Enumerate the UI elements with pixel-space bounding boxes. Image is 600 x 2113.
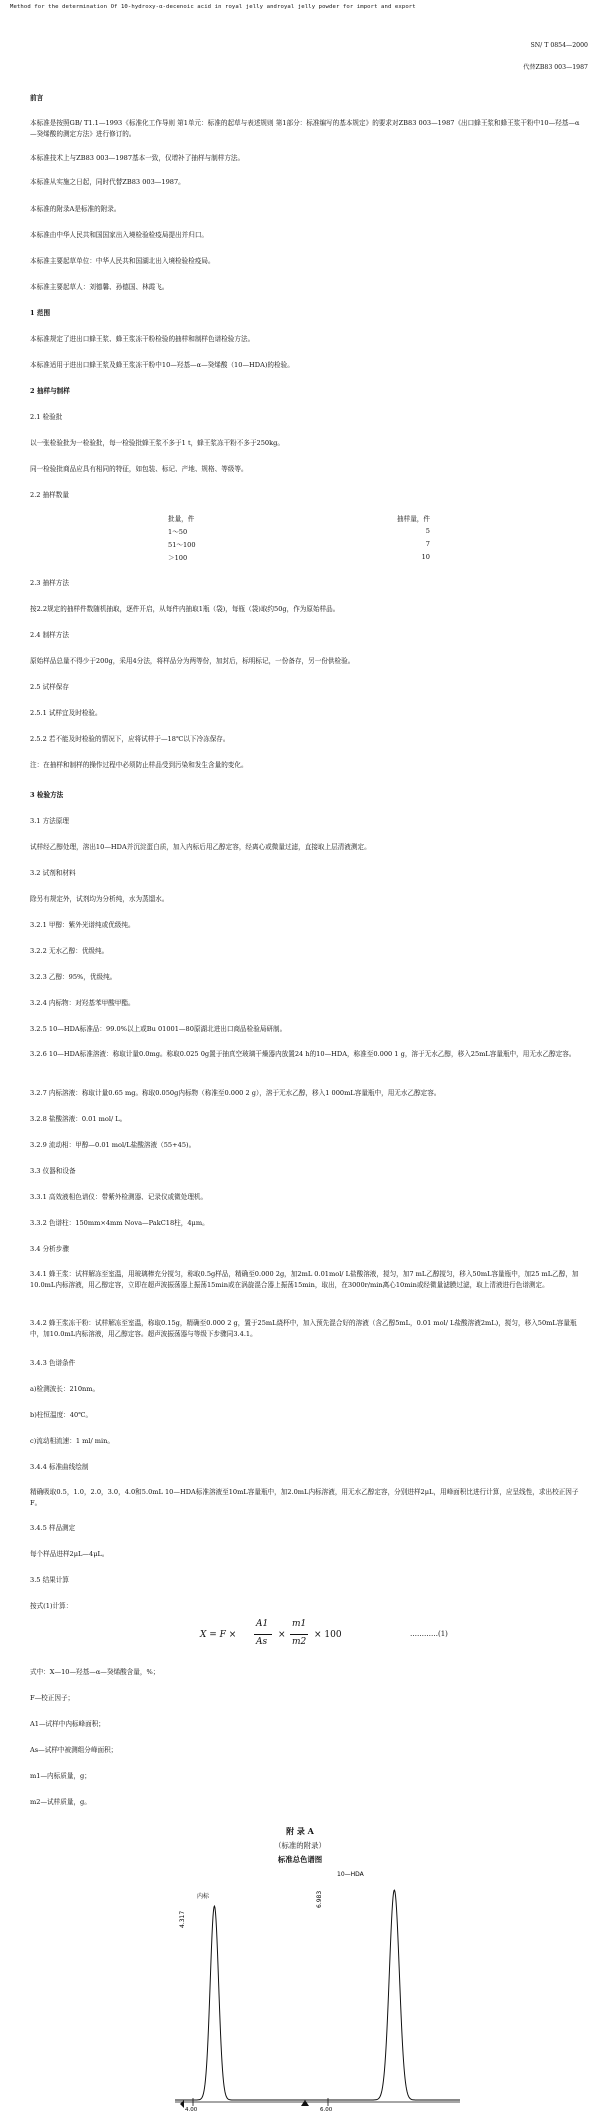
x-tick-label: 4.00 [185, 2107, 198, 2113]
table-cell: ＞100 [168, 553, 188, 562]
section-3-5: 3.5 结果计算 [30, 1576, 69, 1584]
calc-intro: 按式(1)计算： [30, 1602, 73, 1610]
where-5: m1—内标质量，g； [30, 1772, 91, 1780]
calibration-text: 精确吸取0.5，1.0，2.0，3.0，4.0和5.0mL 10—HDA标准溶液至10mL容量瓶中，加2.0mL内标溶液，用无水乙醇定容，分别进样2μL，用峰面积比进行计算，应呈线性，求出校正因子F。 [30, 1488, 579, 1507]
document-header [10, 4, 590, 10]
section-3-4-3: 3.4.3 色谱条件 [30, 1359, 76, 1367]
inject-marker [180, 2100, 184, 2108]
table-header-batch: 批量，件 [168, 514, 195, 523]
x-tick-label: 6.00 [320, 2107, 333, 2113]
chromatogram-trace [175, 1890, 460, 2100]
formula-frac2-bar [290, 1634, 308, 1635]
condition-c: c)流动相流速：1 ml/ min。 [30, 1437, 114, 1445]
sampling-table [168, 511, 430, 563]
section-3-1: 3.1 方法原理 [30, 817, 69, 825]
appendix-name: 标准总色谱图 [277, 1855, 323, 1864]
reagent-2: 3.2.2 无水乙醇：优级纯。 [30, 947, 109, 955]
where-4: As—试样中被测组分峰面积； [30, 1746, 118, 1754]
section-3-4-5: 3.4.5 样品测定 [30, 1524, 76, 1532]
where-3: A1—试样中内标峰面积； [30, 1720, 105, 1728]
formula-frac1-top: A1 [256, 1619, 269, 1629]
analysis-1: 3.4.1 蜂王浆：试样解冻至室温，用玻璃棒充分搅匀，称取0.5g样品，精确至0.000 2g，加2mL 0.01mol/ L盐酸溶液，搅匀，加7 mL乙醇搅匀，移入50mL容量瓶中，加25 mL乙醇，加10.0mL内标溶液，用乙醇定容，立即在超声波振荡器上振荡15min或在涡旋混合器上振荡15min，取出，在3000r/min离心10min或经微量滤膜过滤，取上清液进行色谱测定。 [30, 1270, 579, 1289]
section-1-heading: 1 范围 [30, 309, 51, 317]
section-3-2-p: 除另有规定外，试剂均为分析纯，水为蒸馏水。 [30, 895, 169, 903]
section-2-4: 2.4 制样方法 [30, 631, 69, 639]
section-1-p2: 本标准适用于进出口蜂王浆及蜂王浆冻干粉中10—羟基—α—癸烯酸（10—HDA)的检验。 [30, 361, 294, 369]
reagent-1: 3.2.1 甲醇：紫外光谱纯或优级纯。 [30, 921, 135, 929]
sample-measure: 每个样品进样2μL—4μL。 [30, 1550, 109, 1558]
formula-frac2-bot: m2 [292, 1637, 307, 1647]
formula-frac2-top: m1 [292, 1619, 307, 1629]
peak-label-internal: 内标 [197, 1893, 210, 1900]
table-header-row [168, 511, 430, 524]
table-cell: 51～100 [168, 540, 196, 549]
reagent-6: 3.2.6 10—HDA标准溶液：称取计量0.0mg。称取0.025 0g置于抽真空玻璃干燥器内放置24 h的10—HDA，称准至0.000 1 g，溶于无水乙醇，移入25mL容量瓶中，用无水乙醇定容。 [30, 1050, 576, 1058]
appendix-subtitle: （标准的附录） [274, 1841, 326, 1850]
reagent-4: 3.2.4 内标物：对羟基苯甲酸甲酯。 [30, 999, 135, 1007]
formula-frac1-bar [254, 1634, 272, 1635]
section-2-5: 2.5 试样保存 [30, 683, 69, 691]
section-3-3: 3.3 仪器和设备 [30, 1167, 76, 1175]
table-row [168, 524, 430, 537]
document-title: Method for the determination Of 10-hydroxy-α-decenoic acid in royal jelly androyal jelly powder for import and export [10, 4, 416, 10]
table-row [168, 550, 430, 563]
foreword-p6: 本标准主要起草单位：中华人民共和国湖北出入境检验检疫局。 [30, 257, 215, 265]
formula-tail: × 100 [314, 1630, 342, 1640]
table-header-sample: 抽样量，件 [397, 514, 430, 523]
section-1-p1: 本标准规定了进出口蜂王浆、蜂王浆冻干粉检验的抽样和制样色谱检验方法。 [30, 335, 255, 343]
equipment-2: 3.3.2 色谱柱：150mm×4mm Nova—PakC18柱，4μm。 [30, 1219, 209, 1227]
section-2-heading: 2 抽样与制样 [30, 387, 70, 395]
foreword-p3: 本标准从实施之日起，同时代替ZB83 003—1987。 [30, 178, 185, 186]
foreword-p1: 本标准是按照GB/ T1.1—1993《标准化工作导则 第1单元：标准的起草与表述规则 第1部分：标准编写的基本规定》的要求对ZB83 003—1987《出口蜂王浆和蜂王浆干粉中10—羟基—α—癸烯酸的测定方法》进行修订的。 [30, 119, 580, 138]
section-2-3: 2.3 抽样方法 [30, 579, 69, 587]
reagent-7: 3.2.7 内标溶液：称取计量0.65 mg。称取0.050g内标物（称准至0.000 2 g），溶于无水乙醇，移入1 000mL容量瓶中，用无水乙醇定容。 [30, 1089, 441, 1097]
formula-number: …………(1) [410, 1630, 448, 1638]
peak-time-internal: 4.317 [179, 1910, 186, 1928]
section-3-2: 3.2 试剂和材料 [30, 869, 76, 877]
foreword-p5: 本标准由中华人民共和国国家出入境检验检疫局提出并归口。 [30, 231, 209, 239]
foreword-p4: 本标准的附录A是标准的附录。 [30, 205, 121, 213]
formula [200, 1618, 580, 1652]
table-row [168, 537, 430, 550]
standard-number: SN/ T 0854—2000 [530, 42, 588, 49]
section-3-4-4: 3.4.4 标准曲线绘制 [30, 1463, 89, 1471]
section-2-5-1: 2.5.1 试样宜及时检验。 [30, 709, 102, 717]
reagent-3: 3.2.3 乙醇：95%，优级纯。 [30, 973, 117, 981]
foreword-p2: 本标准技术上与ZB83 003—1987基本一致，仅增补了抽样与制样方法。 [30, 154, 245, 162]
section-3-1-p1: 试样经乙醇处理，溶出10—HDA并沉淀蛋白质，加入内标后用乙醇定容，经离心或微量过滤，直接取上层清液测定。 [30, 843, 371, 851]
section-3-4: 3.4 分析步骤 [30, 1245, 69, 1253]
formula-frac1-bot: As [256, 1637, 268, 1647]
section-2-5-2: 2.5.2 若不能及时检验的情况下，应将试样于—18℃以下冷冻保存。 [30, 735, 230, 743]
appendix-title: 附 录 A [286, 1826, 314, 1836]
reagent-9: 3.2.9 流动相：甲醇—0.01 mol/L盐酸溶液（55+45)。 [30, 1141, 196, 1149]
peak-time-hda: 6.983 [316, 1890, 323, 1908]
section-2-4-p1: 原始样品总量不得少于200g，采用4分法，将样品分为两等份，加封后，标明标记，一份备存，另一份供检验。 [30, 657, 355, 665]
formula-times: × [278, 1630, 286, 1640]
section-2-2: 2.2 抽样数量 [30, 491, 69, 499]
section-2-1-p1: 以一张检验批为一检验批，每一检验批蜂王浆不多于1 t，蜂王浆冻干粉不多于250kg。 [30, 439, 284, 447]
foreword-p7: 本标准主要起草人：刘德馨、孙德国、林霞飞。 [30, 283, 169, 291]
peak-label-hda: 10—HDA [337, 1871, 364, 1878]
table-cell: 5 [425, 526, 430, 535]
reagent-8: 3.2.8 盐酸溶液：0.01 mol/ L。 [30, 1115, 127, 1123]
equipment-1: 3.3.1 高效液相色谱仪：带紫外检测器、记录仪或微处理机。 [30, 1193, 208, 1201]
foreword-heading: 前言 [30, 94, 44, 102]
section-2-1: 2.1 检验批 [30, 413, 63, 421]
reagent-5: 3.2.5 10—HDA标准品：99.0%以上或Bu 01001—80原湖北进出口商品检验局研制。 [30, 1025, 287, 1033]
section-2-1-p2: 同一检验批商品应具有相同的特征，如包装、标记、产地、规格、等级等。 [30, 465, 248, 473]
condition-a: a)检测波长：210nm。 [30, 1385, 100, 1393]
where-2: F—校正因子； [30, 1694, 75, 1702]
table-cell: 7 [425, 539, 430, 548]
chromatogram [175, 1868, 460, 2113]
table-cell: 1～50 [168, 527, 188, 536]
section-2-3-p1: 按2.2规定的抽样件数随机抽取，逐件开启，从每件内抽取1瓶（袋)，每瓶（袋)取约50g，作为原始样品。 [30, 605, 340, 613]
where-1: 式中：X—10—羟基—α—癸烯酸含量，%； [30, 1668, 160, 1676]
peak-marker [301, 2100, 309, 2106]
replaces-note: 代替ZB83 003—1987 [523, 64, 588, 71]
condition-b: b)柱恒温度：40℃。 [30, 1411, 93, 1419]
section-3-heading: 3 检验方法 [30, 791, 64, 799]
analysis-2: 3.4.2 蜂王浆冻干粉：试样解冻至室温，称取0.15g，精确至0.000 2 g，置于25mL烧杯中，加入预先混合好的溶液（含乙醇5mL，0.01 mol/ L盐酸溶液2mL)，搅匀，移入50mL容量瓶中，加10.0mL内标溶液，用乙醇定容。超声波振荡器与等级下步骤同3.4.1。 [30, 1319, 577, 1338]
where-6: m2—试样质量，g。 [30, 1798, 91, 1806]
formula-lhs: X = F × [200, 1630, 237, 1640]
table-cell: 10 [421, 552, 430, 561]
section-2-note: 注：在抽样和制样的操作过程中必须防止样品受到污染和发生含量的变化。 [30, 761, 248, 769]
